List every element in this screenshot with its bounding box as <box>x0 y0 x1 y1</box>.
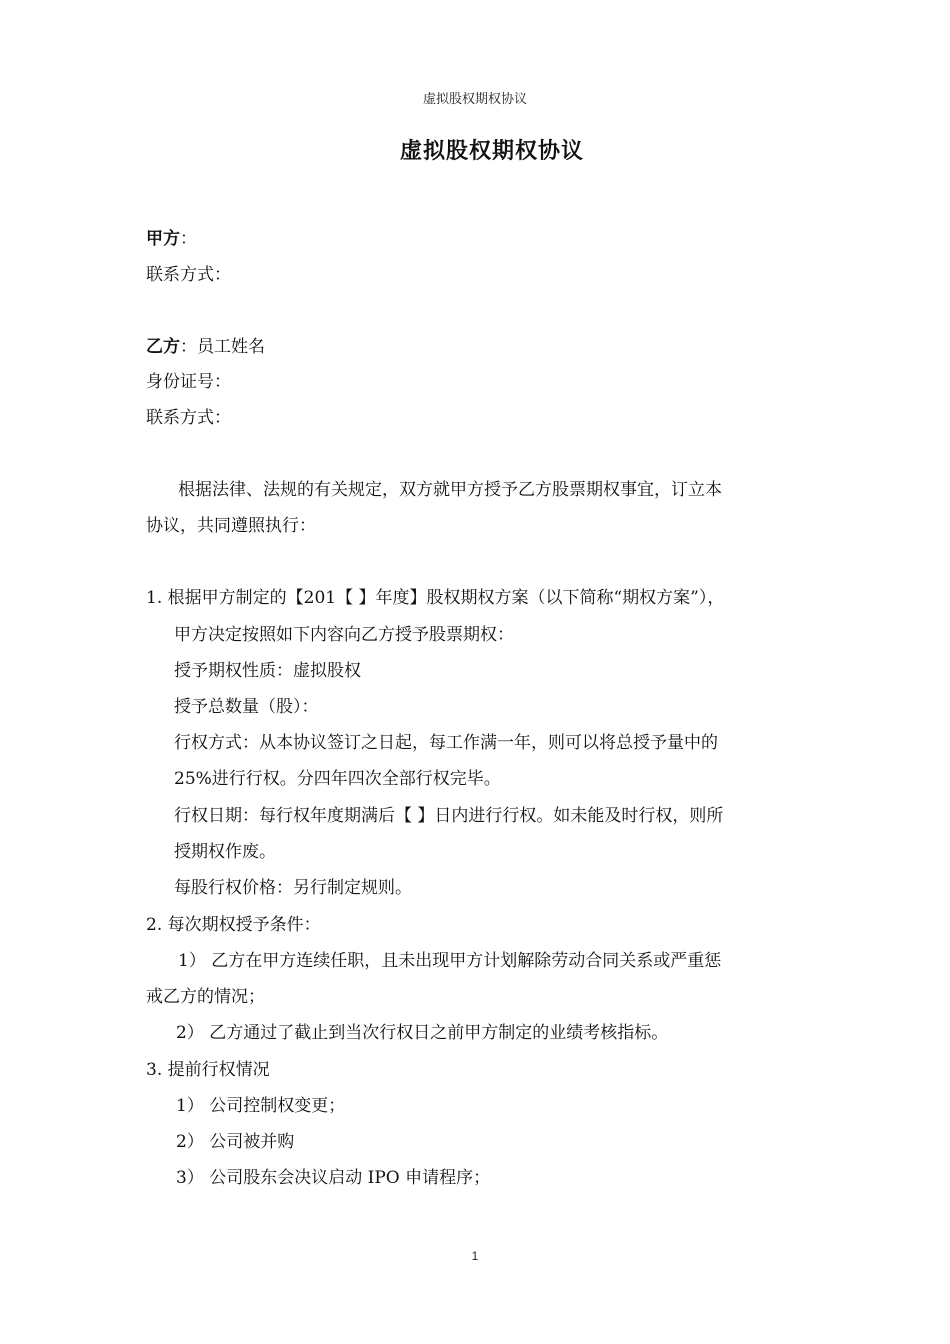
party-a-line <box>146 228 197 250</box>
clause-1-heading: 1. 根据甲方制定的【201【 】年度】股权期权方案（以下简称“期权方案”）， <box>146 588 725 608</box>
clause-1-method-line-2: 25%进行行权。分四年四次全部行权完毕。 <box>174 769 501 789</box>
clause-1-date-line-2: 授期权作废。 <box>174 842 276 862</box>
party-b-name: ：员工姓名 <box>180 337 265 357</box>
party-a-colon: ： <box>180 229 197 249</box>
clause-1-line-2: 甲方决定按照如下内容向乙方授予股票期权： <box>174 625 514 645</box>
clause-1-price: 每股行权价格：另行制定规则。 <box>174 878 412 898</box>
page-number: 1 <box>471 1249 479 1263</box>
clause-1-method-line-1: 行权方式：从本协议签订之日起，每工作满一年，则可以将总授予量中的 <box>174 733 718 753</box>
clause-2-heading: 2. 每次期权授予条件： <box>146 915 321 935</box>
clause-3-item-2: 2） 公司被并购 <box>176 1132 295 1152</box>
clause-3-heading: 3. 提前行权情况 <box>146 1060 270 1080</box>
clause-2-item-1-line-2: 戒乙方的情况； <box>146 987 265 1007</box>
running-header: 虚拟股权期权协议 <box>422 92 527 107</box>
clause-1-nature: 授予期权性质：虚拟股权 <box>174 661 361 681</box>
party-b-label: 乙方 <box>146 337 180 357</box>
preamble-line-2: 协议，共同遵照执行： <box>146 516 316 536</box>
clause-2-item-1-line-1: 1） 乙方在甲方连续任职，且未出现甲方计划解除劳动合同关系或严重惩 <box>178 951 722 971</box>
party-b-contact: 联系方式： <box>146 408 231 428</box>
clause-3-item-1: 1） 公司控制权变更； <box>176 1096 346 1116</box>
clause-2-item-2: 2） 乙方通过了截止到当次行权日之前甲方制定的业绩考核指标。 <box>176 1023 669 1043</box>
clause-1-quantity: 授予总数量（股）： <box>174 697 319 717</box>
clause-1-date-line-1: 行权日期：每行权年度期满后【 】日内进行行权。如未能及时行权，则所 <box>174 806 724 826</box>
clause-3-item-3: 3） 公司股东会决议启动 IPO 申请程序； <box>176 1168 491 1188</box>
preamble-line-1: 根据法律、法规的有关规定，双方就甲方授予乙方股票期权事宜，订立本 <box>178 480 722 500</box>
party-b-id: 身份证号： <box>146 372 231 392</box>
document-title: 虚拟股权期权协议 <box>399 139 584 164</box>
party-a-contact: 联系方式： <box>146 265 231 285</box>
party-b-line <box>146 336 265 358</box>
party-a-label: 甲方 <box>146 229 180 249</box>
